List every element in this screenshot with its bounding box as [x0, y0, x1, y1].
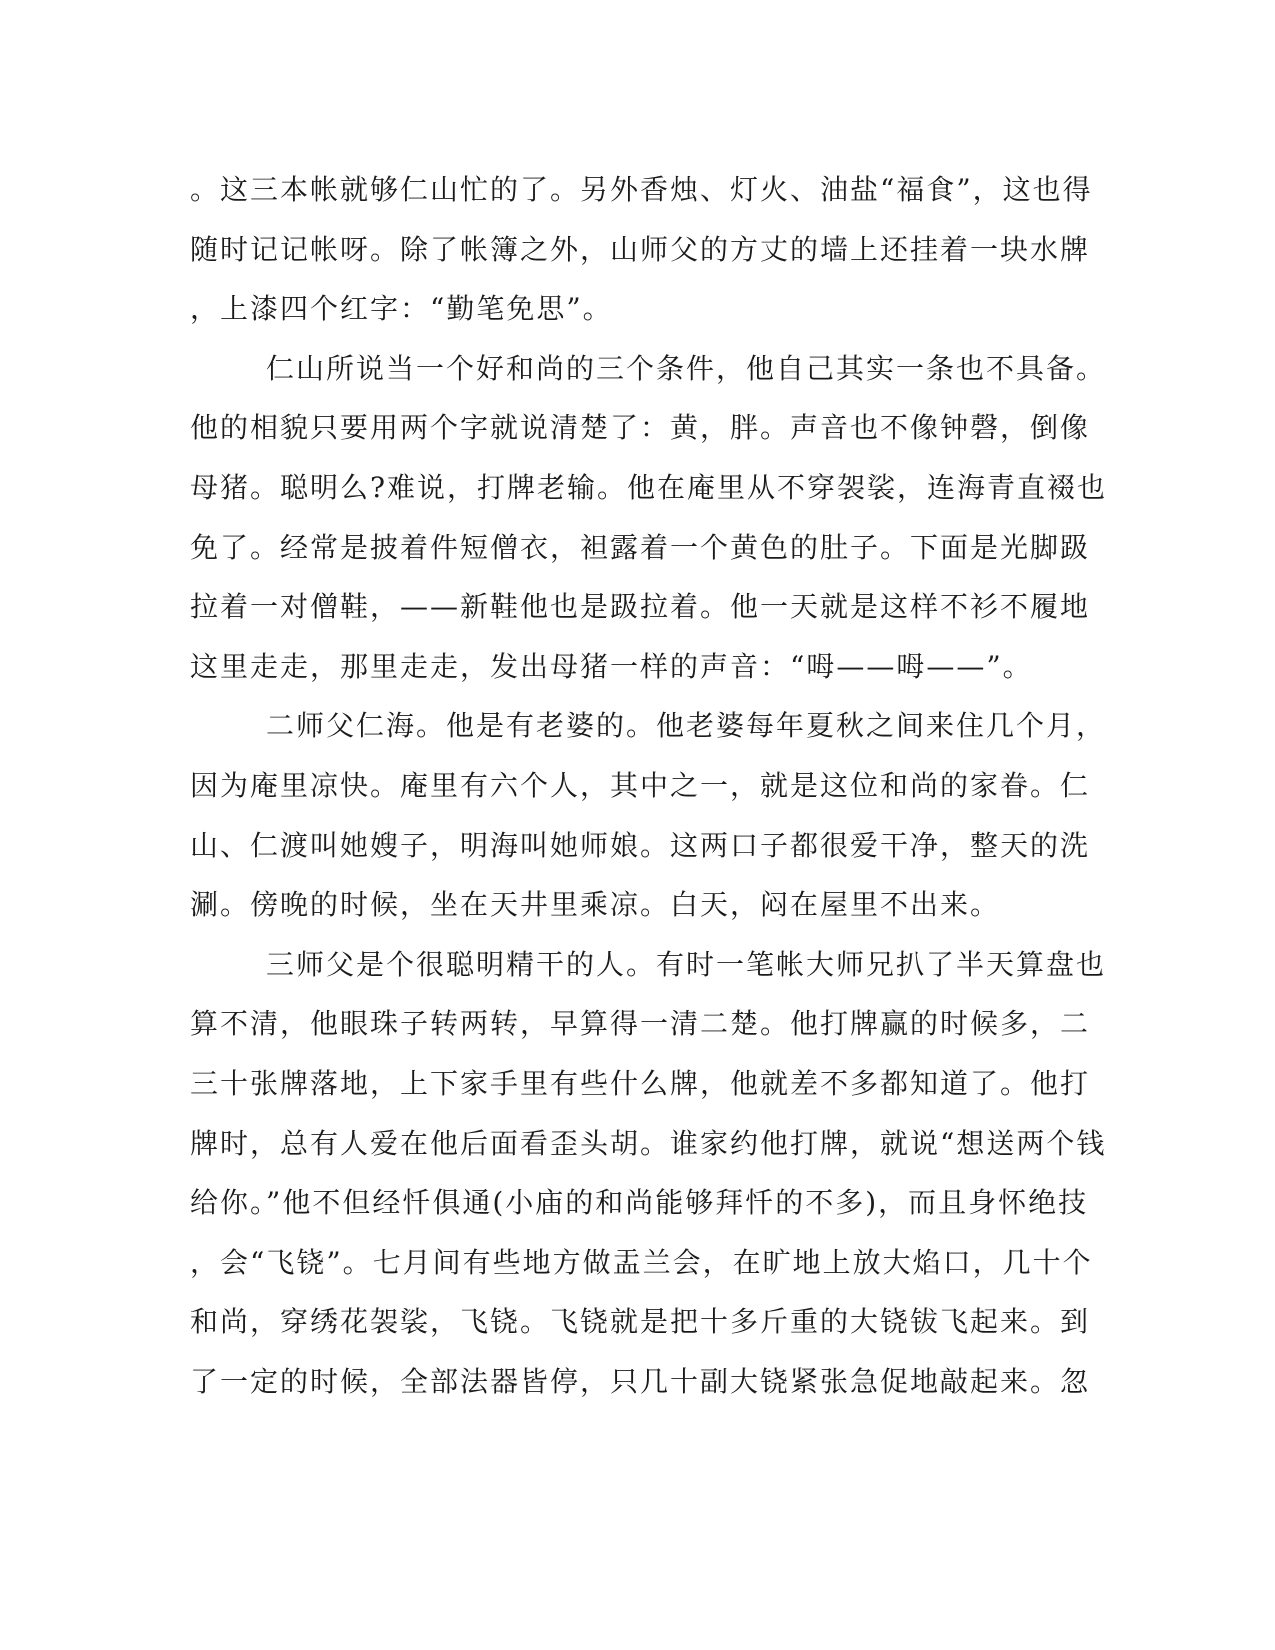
text-line: 二师父仁海。他是有老婆的。他老婆每年夏秋之间来住几个月， — [266, 709, 1107, 743]
text-line: 算不清，他眼珠子转两转，早算得一清二楚。他打牌赢的时候多，二 — [190, 1007, 1091, 1041]
body-text — [190, 160, 1108, 1411]
text-line: 。这三本帐就够仁山忙的了。另外香烛、灯火、油盐“福食”，这也得 — [190, 173, 1093, 206]
text-line: 因为庵里凉快。庵里有六个人，其中之一，就是这位和尚的家眷。仁 — [190, 768, 1091, 802]
text-line: 三十张牌落地，上下家手里有些什么牌，他就差不多都知道了。他打 — [190, 1066, 1091, 1100]
text-line: 免了。经常是披着件短僧衣，袒露着一个黄色的肚子。下面是光脚趿 — [190, 530, 1091, 564]
text-line: 仁山所说当一个好和尚的三个条件，他自己其实一条也不具备。 — [266, 351, 1107, 385]
text-line: 涮。傍晚的时候，坐在天井里乘凉。白天，闷在屋里不出来。 — [190, 888, 1001, 922]
text-line: 三师父是个很聪明精干的人。有时一笔帐大师兄扒了半天算盘也 — [266, 947, 1107, 981]
text-line: 母猪。聪明么?难说，打牌老输。他在庵里从不穿袈裟，连海青直裰也 — [190, 470, 1108, 504]
text-line: 随时记记帐呀。除了帐簿之外，山师父的方丈的墙上还挂着一块水牌 — [190, 232, 1091, 266]
text-line: 给你。”他不但经忏俱通(小庙的和尚能够拜忏的不多)，而且身怀绝技 — [190, 1186, 1089, 1220]
text-line: 这里走走，那里走走，发出母猪一样的声音：“呣——呣——”。 — [190, 649, 1033, 683]
text-line: 牌时，总有人爱在他后面看歪头胡。谁家约他打牌，就说“想送两个钱 — [190, 1126, 1107, 1160]
text-line: 和尚，穿绣花袈裟，飞铙。飞铙就是把十多斤重的大铙钹飞起来。到 — [190, 1305, 1091, 1339]
text-line: 拉着一对僧鞋，——新鞋他也是趿拉着。他一天就是这样不衫不履地 — [190, 590, 1091, 624]
text-line: 山、仁渡叫她嫂子，明海叫她师娘。这两口子都很爱干净，整天的洗 — [190, 828, 1091, 862]
text-line: 了一定的时候，全部法器皆停，只几十副大铙紧张急促地敲起来。忽 — [190, 1364, 1091, 1398]
text-line: ，会“飞铙”。七月间有些地方做盂兰会，在旷地上放大焰口，几十个 — [190, 1245, 1093, 1279]
text-line: 他的相貌只要用两个字就说清楚了：黄，胖。声音也不像钟磬，倒像 — [190, 411, 1091, 445]
text-line: ，上漆四个红字：“勤笔免思”。 — [190, 292, 613, 326]
